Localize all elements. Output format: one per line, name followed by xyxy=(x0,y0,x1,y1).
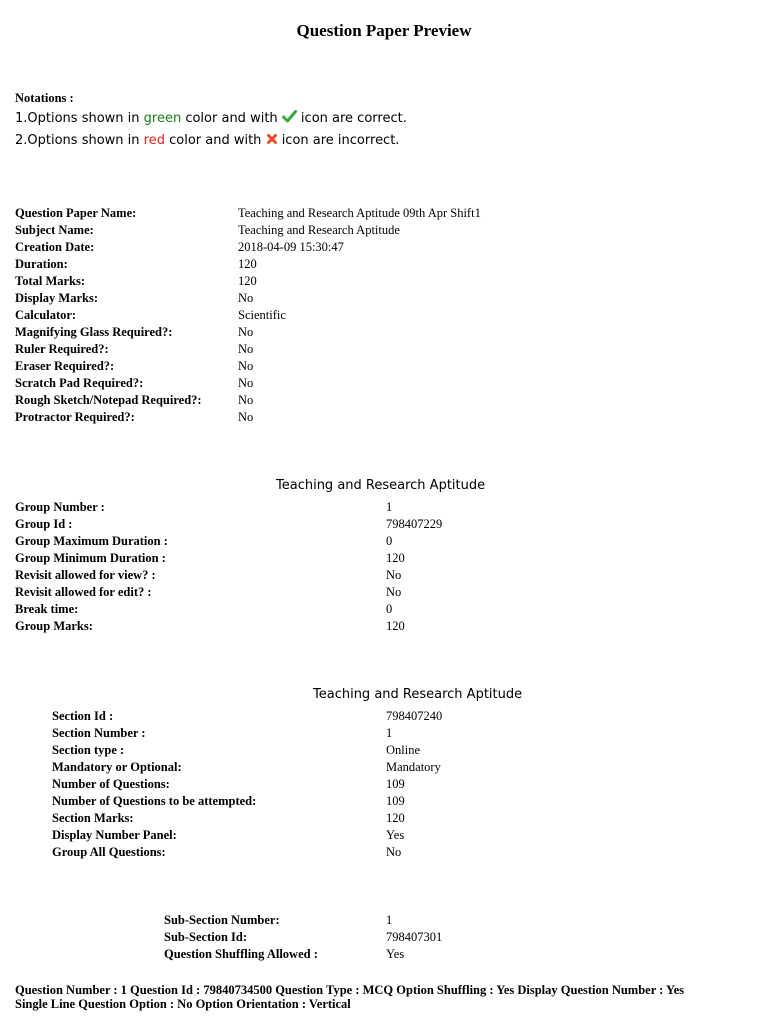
group-label: Group Id : xyxy=(15,517,73,531)
meta-row xyxy=(15,290,481,307)
notation-correct-prefix: 1.Options shown in xyxy=(15,111,144,126)
section-label: Number of Questions to be attempted: xyxy=(52,794,257,808)
meta-row xyxy=(15,307,481,324)
meta-value: Teaching and Research Aptitude xyxy=(238,223,400,237)
paper-meta-table xyxy=(15,205,481,426)
meta-row xyxy=(15,256,481,273)
section-row xyxy=(52,708,442,725)
section-label: Display Number Panel: xyxy=(52,828,177,842)
group-value: No xyxy=(386,585,402,599)
meta-label: Creation Date: xyxy=(15,240,95,254)
subsection-table xyxy=(164,912,442,963)
section-value: 109 xyxy=(386,777,405,791)
question-info-line: Single Line Question Option : No Option Orientation : Vertical xyxy=(15,997,351,1011)
meta-label: Subject Name: xyxy=(15,223,94,237)
meta-value: 120 xyxy=(238,274,257,288)
meta-value: 2018-04-09 15:30:47 xyxy=(238,240,344,254)
section-row xyxy=(52,759,442,776)
section-heading: Teaching and Research Aptitude xyxy=(313,687,523,702)
meta-value: 120 xyxy=(238,257,257,271)
meta-row xyxy=(15,375,481,392)
section-label: Mandatory or Optional: xyxy=(52,760,182,774)
section-row xyxy=(52,742,442,759)
notation-correct xyxy=(15,110,407,127)
meta-label: Duration: xyxy=(15,257,68,271)
group-value: 0 xyxy=(386,534,393,548)
section-value: 798407240 xyxy=(386,709,443,723)
group-table xyxy=(15,499,442,635)
meta-value: No xyxy=(238,376,254,390)
section-value: Mandatory xyxy=(386,760,441,774)
meta-value: No xyxy=(238,410,254,424)
group-row xyxy=(15,584,442,601)
section-row xyxy=(52,725,442,742)
section-label: Number of Questions: xyxy=(52,777,170,791)
meta-value: Scientific xyxy=(238,308,286,322)
group-label: Group Number : xyxy=(15,500,105,514)
meta-value: No xyxy=(238,342,254,356)
group-row xyxy=(15,601,442,618)
subsection-row xyxy=(164,929,442,946)
meta-row xyxy=(15,222,481,239)
notation-incorrect-suffix: icon are incorrect. xyxy=(277,133,400,148)
group-row xyxy=(15,499,442,516)
cross-icon xyxy=(266,133,278,149)
group-row xyxy=(15,533,442,550)
group-value: 120 xyxy=(386,551,405,565)
group-row xyxy=(15,550,442,567)
meta-value: No xyxy=(238,393,254,407)
meta-label: Total Marks: xyxy=(15,274,86,288)
notation-incorrect-middle: color and with xyxy=(164,133,266,148)
meta-row xyxy=(15,239,481,256)
meta-label: Rough Sketch/Notepad Required?: xyxy=(15,393,202,407)
section-label: Section Id : xyxy=(52,709,114,723)
group-label: Break time: xyxy=(15,602,79,616)
notation-correct-suffix: icon are correct. xyxy=(296,111,407,126)
notation-green-word: green xyxy=(143,111,182,126)
meta-value: Teaching and Research Aptitude 09th Apr Shift1 xyxy=(238,206,481,220)
section-value: 1 xyxy=(386,726,393,740)
section-value: Yes xyxy=(386,828,405,842)
meta-label: Question Paper Name: xyxy=(15,206,137,220)
subsection-row xyxy=(164,946,442,963)
section-value: 109 xyxy=(386,794,405,808)
meta-row xyxy=(15,324,481,341)
section-row xyxy=(52,810,442,827)
meta-value: No xyxy=(238,359,254,373)
section-label: Section type : xyxy=(52,743,125,757)
notation-correct-middle: color and with xyxy=(181,111,282,126)
notation-red-word: red xyxy=(143,133,165,148)
group-value: 0 xyxy=(386,602,393,616)
group-label: Revisit allowed for view? : xyxy=(15,568,156,582)
group-value: 1 xyxy=(386,500,393,514)
section-value: Online xyxy=(386,743,421,757)
meta-value: No xyxy=(238,325,254,339)
group-row xyxy=(15,567,442,584)
meta-value: No xyxy=(238,291,254,305)
meta-row xyxy=(15,392,481,409)
meta-label: Calculator: xyxy=(15,308,77,322)
section-value: No xyxy=(386,845,402,859)
subsection-label: Sub-Section Id: xyxy=(164,930,248,944)
meta-label: Protractor Required?: xyxy=(15,410,135,424)
section-row xyxy=(52,844,442,861)
meta-row xyxy=(15,409,481,426)
group-label: Group Maximum Duration : xyxy=(15,534,168,548)
meta-row xyxy=(15,341,481,358)
meta-row xyxy=(15,205,481,222)
meta-label: Scratch Pad Required?: xyxy=(15,376,144,390)
group-row xyxy=(15,618,442,635)
section-label: Section Marks: xyxy=(52,811,134,825)
meta-label: Magnifying Glass Required?: xyxy=(15,325,173,339)
section-row xyxy=(52,776,442,793)
group-label: Revisit allowed for edit? : xyxy=(15,585,152,599)
subsection-value: 1 xyxy=(386,913,393,927)
subsection-row xyxy=(164,912,442,929)
group-label: Group Marks: xyxy=(15,619,93,633)
page-title: Question Paper Preview xyxy=(296,21,472,40)
group-heading: Teaching and Research Aptitude xyxy=(276,478,486,493)
meta-row xyxy=(15,273,481,290)
subsection-value: 798407301 xyxy=(386,930,443,944)
section-row xyxy=(52,793,442,810)
question-info xyxy=(15,983,755,1011)
notation-incorrect xyxy=(15,133,399,149)
meta-label: Eraser Required?: xyxy=(15,359,115,373)
check-icon xyxy=(282,110,297,127)
section-label: Group All Questions: xyxy=(52,845,166,859)
notations-heading: Notations : xyxy=(15,91,74,105)
meta-label: Display Marks: xyxy=(15,291,98,305)
meta-row xyxy=(15,358,481,375)
group-row xyxy=(15,516,442,533)
group-value: 120 xyxy=(386,619,405,633)
meta-label: Ruler Required?: xyxy=(15,342,109,356)
group-value: 798407229 xyxy=(386,517,443,531)
section-table xyxy=(52,708,442,861)
subsection-label: Sub-Section Number: xyxy=(164,913,280,927)
group-label: Group Minimum Duration : xyxy=(15,551,166,565)
section-label: Section Number : xyxy=(52,726,146,740)
section-row xyxy=(52,827,442,844)
subsection-label: Question Shuffling Allowed : xyxy=(164,947,318,961)
question-info-line: Question Number : 1 Question Id : 79840734500 Question Type : MCQ Option Shuffling : Yes Display Question Number : Yes xyxy=(15,983,685,997)
subsection-value: Yes xyxy=(386,947,405,961)
group-value: No xyxy=(386,568,402,582)
section-value: 120 xyxy=(386,811,405,825)
notation-incorrect-prefix: 2.Options shown in xyxy=(15,133,144,148)
